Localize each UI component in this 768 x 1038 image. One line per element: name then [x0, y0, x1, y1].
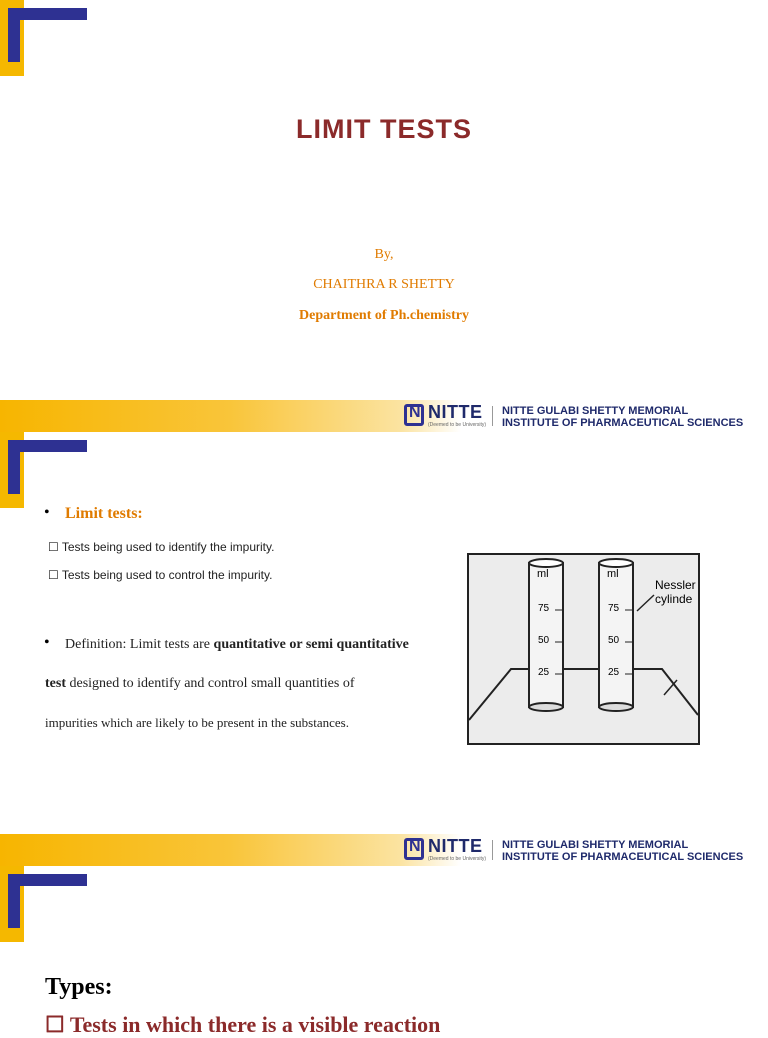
point-identify: ☐ Tests being used to identify the impurity. [48, 540, 275, 554]
corner-decoration [0, 432, 90, 512]
logo-word: NITTE [428, 402, 483, 422]
types-heading: Types: [45, 974, 113, 1000]
corner-decoration [0, 0, 90, 80]
institute-line-1: NITTE GULABI SHETTY MEMORIAL [502, 839, 689, 851]
limit-tests-heading: Limit tests: [65, 505, 143, 522]
tick-label: 25 [538, 667, 550, 678]
checkbox-icon: ☐ [48, 568, 59, 582]
ml-label-left: ml [537, 568, 549, 580]
nitte-logo-icon [404, 838, 424, 860]
checkbox-icon: ☐ [45, 1012, 70, 1037]
image-caption: Nessler [655, 578, 696, 592]
slide-title [0, 0, 768, 432]
institute-line-1: NITTE GULABI SHETTY MEMORIAL [502, 405, 689, 417]
institute-line-2: INSTITUTE OF PHARMACEUTICAL SCIENCES [502, 417, 744, 429]
types-first-item: ☐ Tests in which there is a visible reaction [45, 1012, 441, 1037]
slide-footer [0, 834, 768, 866]
tick-label: 50 [608, 635, 620, 646]
image-caption: cylinde [655, 592, 693, 606]
point-control: ☐ Tests being used to control the impurity. [48, 568, 273, 582]
checkbox-icon: ☐ [48, 540, 59, 554]
page-title: LIMIT TESTS [296, 114, 472, 144]
slide-limit-tests [0, 432, 768, 866]
footer-divider [492, 406, 493, 426]
bullet-icon: • [44, 504, 50, 521]
department: Department of Ph.chemistry [299, 308, 469, 323]
tick-label: 25 [608, 667, 620, 678]
definition-line-1: Definition: Limit tests are quantitative or semi quantitative [65, 637, 409, 652]
nessler-cylinder-image [467, 553, 700, 745]
definition-line-3: impurities which are likely to be present in the substances. [45, 715, 349, 730]
institute-name [502, 839, 743, 863]
byline-by: By, [374, 247, 394, 262]
logo-subtitle: (Deemed to be University) [428, 422, 487, 428]
slide-types [0, 866, 768, 1037]
slide-footer [0, 400, 768, 432]
bullet-icon: • [44, 634, 50, 651]
institute-name [502, 405, 743, 429]
nitte-logo-icon [404, 404, 424, 426]
tick-label: 50 [538, 635, 550, 646]
ml-label-right: ml [607, 568, 619, 580]
footer-divider [492, 840, 493, 860]
tick-label: 75 [608, 603, 620, 614]
institute-line-2: INSTITUTE OF PHARMACEUTICAL SCIENCES [502, 851, 744, 863]
definition-line-2: test designed to identify and control small quantities of [45, 676, 355, 691]
logo-subtitle: (Deemed to be University) [428, 856, 487, 862]
corner-decoration [0, 866, 90, 946]
logo-word: NITTE [428, 836, 483, 856]
author-name: CHAITHRA R SHETTY [313, 277, 455, 292]
tick-label: 75 [538, 603, 550, 614]
